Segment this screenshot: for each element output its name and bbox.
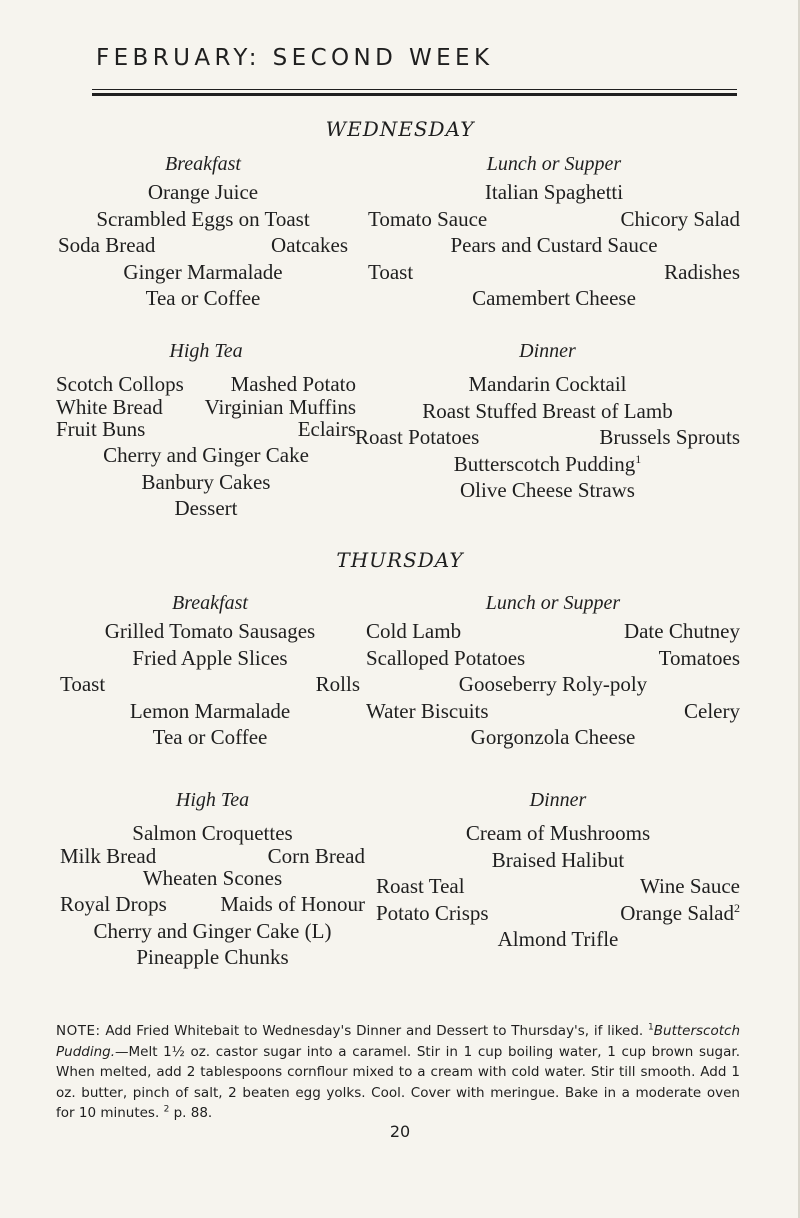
menu-items [355, 371, 740, 504]
menu-item: White Bread [56, 394, 163, 419]
menu-item: Cream of Mushrooms [465, 821, 651, 845]
page-number: 20 [389, 1122, 411, 1141]
menu-row [366, 671, 740, 698]
wednesday-high-tea [56, 339, 356, 522]
menu-items [60, 820, 365, 971]
menu-item: Braised Halibut [491, 847, 625, 872]
menu-items [376, 820, 740, 953]
menu-row [376, 820, 740, 847]
meal-title: Dinner [529, 789, 587, 811]
menu-row [60, 918, 365, 945]
menu-items [368, 179, 740, 312]
menu-row [376, 873, 740, 900]
menu-row [355, 371, 740, 398]
menu-row [60, 724, 360, 751]
menu-item: Grilled Tomato Sausages [104, 619, 316, 643]
menu-item-with-note [620, 900, 740, 927]
menu-row [58, 285, 348, 312]
footnote [56, 1021, 740, 1124]
menu-row [56, 442, 356, 469]
thursday-dinner [376, 788, 740, 953]
menu-row [60, 698, 360, 725]
menu-row [355, 398, 740, 425]
day-heading-thursday: THURSDAY [336, 548, 464, 572]
wednesday-dinner [355, 339, 740, 504]
menu-row [366, 645, 740, 672]
menu-row [355, 451, 740, 478]
menu-item: Brussels Sprouts [599, 425, 740, 449]
menu-item: Ginger Marmalade [123, 259, 283, 284]
menu-item: Banbury Cakes [141, 469, 271, 494]
menu-items [58, 179, 348, 312]
menu-items [60, 618, 360, 751]
menu-row [56, 371, 356, 398]
menu-row [368, 179, 740, 206]
page-reference: p. 88. [169, 1105, 213, 1121]
note-label: NOTE: [56, 1023, 101, 1039]
menu-item: Olive Cheese Straws [460, 478, 635, 502]
meal-title: Dinner [519, 340, 576, 362]
menu-row [58, 179, 348, 206]
menu-item: Eclairs [297, 416, 356, 441]
meal-title: Breakfast [165, 153, 241, 175]
menu-row [366, 724, 740, 751]
footnote-marker: 2 [163, 1104, 170, 1115]
menu-item: Italian Spaghetti [484, 180, 624, 204]
menu-item: Soda Bread [58, 233, 156, 257]
menu-row [368, 232, 740, 259]
meal-title: High Tea [169, 340, 243, 362]
menu-row [60, 618, 360, 645]
menu-row [60, 865, 365, 892]
menu-item: Fried Apple Slices [132, 645, 288, 670]
menu-items [366, 618, 740, 751]
thursday-high-tea [60, 788, 365, 971]
menu-item: Pineapple Chunks [136, 945, 289, 969]
menu-item: Date Chutney [623, 619, 740, 643]
menu-row [60, 843, 365, 868]
menu-row [56, 495, 356, 522]
menu-item: Water Biscuits [366, 698, 489, 723]
menu-item: Toast [60, 672, 106, 696]
meal-title: High Tea [175, 789, 250, 811]
menu-row [60, 671, 360, 698]
menu-row [368, 206, 740, 233]
menu-item: Camembert Cheese [472, 286, 636, 310]
menu-item-with-note [454, 452, 641, 476]
menu-item: Cold Lamb [366, 619, 462, 643]
menu-item: Gooseberry Roly-poly [458, 672, 648, 696]
menu-item: Toast [368, 259, 414, 284]
menu-row [376, 847, 740, 874]
meal-title: Breakfast [172, 592, 248, 614]
menu-item: Tomatoes [658, 645, 740, 670]
menu-item: Scalloped Potatoes [366, 645, 526, 670]
menu-row [60, 891, 365, 918]
page-header: FEBRUARY: SECOND WEEK [96, 45, 494, 71]
menu-item: Scrambled Eggs on Toast [96, 206, 310, 231]
menu-item: Tea or Coffee [152, 725, 268, 749]
thursday-lunch-or-supper [366, 591, 740, 751]
menu-item: Radishes [664, 259, 740, 284]
menu-row [376, 900, 740, 927]
menu-item: Royal Drops [60, 892, 167, 916]
menu-item: Chicory Salad [620, 206, 740, 231]
menu-row [376, 926, 740, 953]
menu-row [368, 285, 740, 312]
menu-item: Salmon Croquettes [132, 821, 293, 845]
menu-row [56, 394, 356, 419]
menu-item: Orange Salad [620, 900, 734, 925]
menu-item: Milk Bread [60, 843, 157, 868]
menu-item: Wheaten Scones [142, 865, 283, 890]
menu-item: Pears and Custard Sauce [450, 233, 658, 257]
footnote-marker: 1 [635, 451, 642, 466]
wednesday-lunch-or-supper [368, 152, 740, 312]
meal-title: Lunch or Supper [486, 153, 622, 175]
wednesday-breakfast [58, 152, 348, 312]
menu-row [366, 698, 740, 725]
menu-item: Roast Stuffed Breast of Lamb [422, 398, 673, 423]
menu-item: Roast Potatoes [355, 425, 480, 449]
menu-row [56, 469, 356, 496]
menu-item: Orange Juice [147, 180, 259, 204]
menu-item: Gorgonzola Cheese [470, 725, 636, 749]
thursday-breakfast [60, 591, 360, 751]
recipe-title: Butterscotch Pudding. [56, 1023, 740, 1060]
menu-item: Oatcakes [271, 233, 348, 257]
menu-item: Maids of Honour [220, 892, 365, 916]
menu-item: Celery [684, 698, 740, 723]
menu-item: Mandarin Cocktail [468, 372, 627, 396]
menu-row [58, 259, 348, 286]
menu-item: Almond Trifle [497, 927, 619, 951]
day-heading-wednesday: WEDNESDAY [325, 117, 475, 141]
footnote-marker: 1 [648, 1022, 654, 1033]
menu-row [355, 477, 740, 504]
menu-row [58, 232, 348, 259]
menu-item: Butterscotch Pudding [453, 451, 636, 476]
menu-item: Rolls [315, 672, 360, 696]
recipe-text: —Melt 1½ oz. castor sugar into a caramel. Stir in 1 cup boiling water, 1 cup brown sugar. When melted, add 2 tablespoons cornflour mixed to a cream with cold water. Stir till smooth. Add 1 oz. butter, pinch of salt, 2 beaten egg yolks. Cool. Cover with meringue. Bake in a moderate oven for 10 minutes. [56, 1043, 740, 1121]
menu-item: Potato Crisps [376, 900, 489, 925]
menu-item: Cherry and Ginger Cake (L) [93, 918, 332, 943]
menu-row [60, 820, 365, 847]
menu-item: Lemon Marmalade [129, 698, 291, 723]
meal-title: Lunch or Supper [485, 592, 621, 614]
menu-row [355, 424, 740, 451]
menu-item: Fruit Buns [56, 416, 146, 441]
menu-item: Roast Teal [376, 874, 465, 898]
menu-item: Cherry and Ginger Cake [103, 443, 309, 467]
header-rule-thick [92, 93, 737, 96]
menu-item: Corn Bread [267, 843, 365, 868]
menu-item: Scotch Collops [56, 372, 184, 396]
header-rule-thin [92, 89, 737, 90]
note-text: Add Fried Whitebait to Wednesday's Dinner and Dessert to Thursday's, if liked. [100, 1023, 649, 1039]
menu-row [368, 259, 740, 286]
menu-item: Virginian Muffins [204, 394, 356, 419]
footnote-marker: 2 [734, 900, 740, 915]
menu-row [366, 618, 740, 645]
menu-row [60, 944, 365, 971]
menu-item: Tomato Sauce [368, 206, 488, 231]
menu-item: Tea or Coffee [145, 286, 261, 310]
menu-item: Wine Sauce [639, 874, 740, 898]
menu-items [56, 371, 356, 522]
menu-row [60, 645, 360, 672]
menu-item: Mashed Potato [230, 372, 356, 396]
menu-item: Dessert [174, 496, 238, 520]
menu-row [56, 416, 356, 443]
menu-row [58, 206, 348, 233]
